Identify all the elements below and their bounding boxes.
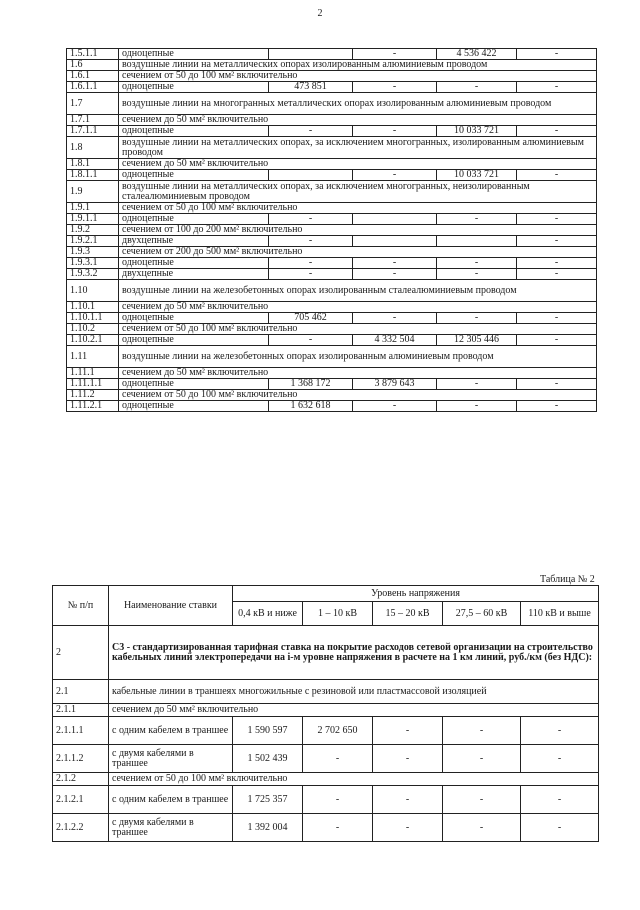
rate-cell: - [353, 258, 437, 269]
page-number: 2 [317, 8, 323, 19]
table-row [67, 236, 597, 247]
rate-cell: - [517, 335, 597, 346]
row-number: 1.9.2.1 [67, 236, 119, 247]
row-number: 1.10.1.1 [67, 313, 119, 324]
row-number: 1.10.2 [67, 324, 119, 335]
row-description: сечением от 50 до 100 мм² включительно [119, 324, 597, 335]
table-row [67, 203, 597, 214]
rate-cell: 10 033 721 [437, 170, 517, 181]
row-number: 1.8 [67, 137, 119, 159]
rate-cell: 1 392 004 [233, 814, 303, 842]
row-description: воздушные линии на металлических опорах, за исключением многогранных, изолированным алюминиевым проводом [119, 137, 597, 159]
rate-cell: - [443, 745, 521, 773]
rate-cell: - [353, 313, 437, 324]
table-row [53, 704, 599, 717]
row-number: 1.7.1 [67, 115, 119, 126]
row-description: воздушные линии на железобетонных опорах изолированным алюминиевым проводом [119, 346, 597, 368]
rate-cell: - [353, 269, 437, 280]
row-number: 1.11.1.1 [67, 379, 119, 390]
row-description: сечением от 50 до 100 мм² включительно [119, 71, 597, 82]
row-number: 1.8.1 [67, 159, 119, 170]
row-number: 2.1.2.2 [53, 814, 109, 842]
row-label: одноцепные [119, 49, 269, 60]
table-row [67, 335, 597, 346]
rate-cell: - [517, 49, 597, 60]
table-row [67, 368, 597, 379]
table-row [67, 93, 597, 115]
table-row [53, 773, 599, 786]
rate-cell: 3 879 643 [353, 379, 437, 390]
table-row [53, 814, 599, 842]
row-description: сечением от 50 до 100 мм² включительно [119, 390, 597, 401]
header-col-27-60kv: 27,5 – 60 кВ [443, 602, 521, 626]
table-row [67, 170, 597, 181]
rate-cell: - [353, 126, 437, 137]
rate-cell: - [437, 269, 517, 280]
table-row [67, 82, 597, 93]
rate-cell: - [443, 717, 521, 745]
row-number: 2.1 [53, 680, 109, 704]
rate-cell: - [517, 236, 597, 247]
row-number: 1.10.2.1 [67, 335, 119, 346]
row-label: одноцепные [119, 214, 269, 225]
row-number: 1.9.3.2 [67, 269, 119, 280]
row-label: с двумя кабелями в траншее [109, 745, 233, 773]
rate-cell: - [517, 313, 597, 324]
rate-cell: - [269, 269, 353, 280]
rate-cell: - [353, 82, 437, 93]
rate-cell [269, 49, 353, 60]
rate-cell: - [353, 49, 437, 60]
row-label: одноцепные [119, 335, 269, 346]
row-description: сечением до 50 мм² включительно [109, 704, 599, 717]
row-number: 1.9.3 [67, 247, 119, 258]
row-number: 1.9.1.1 [67, 214, 119, 225]
rate-cell: - [437, 313, 517, 324]
rate-cell: - [443, 786, 521, 814]
row-description: сечением до 50 мм² включительно [119, 115, 597, 126]
header-col-0-4kv: 0,4 кВ и ниже [233, 602, 303, 626]
rate-cell: - [373, 786, 443, 814]
table-row [67, 401, 597, 412]
row-label: одноцепные [119, 126, 269, 137]
row-description: воздушные линии на многогранных металлических опорах изолированным алюминиевым проводом [119, 93, 597, 115]
rate-cell: - [269, 214, 353, 225]
rates-table-cable-lines [52, 585, 599, 842]
rate-cell: - [521, 814, 599, 842]
table-row [67, 159, 597, 170]
row-number: 1.7.1.1 [67, 126, 119, 137]
row-label: с одним кабелем в траншее [109, 717, 233, 745]
table-row [67, 49, 597, 60]
row-number: 1.7 [67, 93, 119, 115]
row-number: 1.9.1 [67, 203, 119, 214]
row-number: 1.11.2 [67, 390, 119, 401]
rate-cell: 1 590 597 [233, 717, 303, 745]
row-description: сечением от 50 до 100 мм² включительно [119, 203, 597, 214]
table-row [67, 346, 597, 368]
table2-body [53, 626, 599, 842]
rate-cell: - [517, 379, 597, 390]
row-number: 1.6.1 [67, 71, 119, 82]
header-col-1-10kv: 1 – 10 кВ [303, 602, 373, 626]
row-description: воздушные линии на металлических опорах изолированным алюминиевым проводом [119, 60, 597, 71]
row-number: 2.1.1.1 [53, 717, 109, 745]
table-row [67, 269, 597, 280]
row-number: 1.11 [67, 346, 119, 368]
table-row [67, 225, 597, 236]
table-row [67, 71, 597, 82]
rate-cell: - [353, 170, 437, 181]
table-caption: Таблица № 2 [540, 574, 595, 585]
row-label: двухцепные [119, 236, 269, 247]
row-number: 2.1.2 [53, 773, 109, 786]
table-row [67, 181, 597, 203]
row-number: 1.10.1 [67, 302, 119, 313]
row-number: 1.11.1 [67, 368, 119, 379]
table-row [67, 324, 597, 335]
row-description: воздушные линии на металлических опорах, за исключением многогранных, неизолированным сталеалюминиевым проводом [119, 181, 597, 203]
rate-cell: - [303, 814, 373, 842]
row-number: 2.1.1 [53, 704, 109, 717]
row-number: 1.6 [67, 60, 119, 71]
row-label: одноцепные [119, 313, 269, 324]
row-description: сечением от 200 до 500 мм² включительно [119, 247, 597, 258]
rate-cell: - [517, 214, 597, 225]
row-number: 1.9.3.1 [67, 258, 119, 269]
rate-cell: 705 462 [269, 313, 353, 324]
rate-cell [353, 236, 437, 247]
rate-cell: - [517, 170, 597, 181]
rate-cell: 1 725 357 [233, 786, 303, 814]
row-description: кабельные линии в траншеях многожильные с резиновой или пластмассовой изоляцией [109, 680, 599, 704]
rate-cell: 1 502 439 [233, 745, 303, 773]
rate-cell: - [303, 745, 373, 773]
table-row [53, 680, 599, 704]
rate-cell: - [373, 745, 443, 773]
rate-cell: - [437, 401, 517, 412]
rate-cell: - [373, 814, 443, 842]
rate-cell: 4 536 422 [437, 49, 517, 60]
rate-cell: 1 368 172 [269, 379, 353, 390]
rate-cell [353, 214, 437, 225]
row-description: сечением от 50 до 100 мм² включительно [109, 773, 599, 786]
header-col-15-20kv: 15 – 20 кВ [373, 602, 443, 626]
table-row [53, 745, 599, 773]
rate-cell: - [521, 745, 599, 773]
row-description: сечением до 50 мм² включительно [119, 159, 597, 170]
table-row [67, 60, 597, 71]
rate-cell: - [269, 236, 353, 247]
row-label: одноцепные [119, 379, 269, 390]
row-label: двухцепные [119, 269, 269, 280]
row-number: 1.11.2.1 [67, 401, 119, 412]
row-label: одноцепные [119, 82, 269, 93]
rate-cell: - [437, 379, 517, 390]
row-description: воздушные линии на железобетонных опорах изолированным сталеалюминиевым проводом [119, 280, 597, 302]
row-number: 1.8.1.1 [67, 170, 119, 181]
table-row [67, 390, 597, 401]
table-row [67, 302, 597, 313]
row-label: с одним кабелем в траншее [109, 786, 233, 814]
rate-cell: - [269, 335, 353, 346]
header-num: № п/п [53, 586, 109, 626]
table-row [67, 214, 597, 225]
row-number: 1.10 [67, 280, 119, 302]
rate-cell: - [443, 814, 521, 842]
row-number: 2.1.2.1 [53, 786, 109, 814]
section-number: 2 [53, 626, 109, 680]
rate-cell: - [269, 126, 353, 137]
row-number: 1.5.1.1 [67, 49, 119, 60]
row-number: 2.1.1.2 [53, 745, 109, 773]
table-row [67, 258, 597, 269]
table-row [67, 247, 597, 258]
table-row [67, 137, 597, 159]
row-number: 1.6.1.1 [67, 82, 119, 93]
table1-body [67, 49, 597, 412]
rate-cell: - [517, 269, 597, 280]
rate-cell [437, 236, 517, 247]
rate-cell [269, 170, 353, 181]
header-col-110kv: 110 кВ и выше [521, 602, 599, 626]
rate-cell: - [517, 258, 597, 269]
rate-cell: 12 305 446 [437, 335, 517, 346]
table-row [67, 313, 597, 324]
rate-cell: - [437, 258, 517, 269]
rate-cell: - [521, 786, 599, 814]
table-row [53, 786, 599, 814]
rates-table-overhead-lines [66, 48, 597, 412]
row-description: сечением до 50 мм² включительно [119, 368, 597, 379]
rate-cell: - [437, 82, 517, 93]
section-title: С3 - стандартизированная тарифная ставка на покрытие расходов сетевой организации на строительство кабельных линий электропередачи на i-м уровне напряжения в расчете на 1 км линий, руб./км (без НДС): [109, 626, 599, 680]
table-row [67, 115, 597, 126]
row-description: сечением от 100 до 200 мм² включительно [119, 225, 597, 236]
rate-cell: - [517, 401, 597, 412]
row-number: 1.9 [67, 181, 119, 203]
header-name: Наименование ставки [109, 586, 233, 626]
row-label: одноцепные [119, 401, 269, 412]
table-row [67, 280, 597, 302]
rate-cell: - [437, 214, 517, 225]
rate-cell: - [269, 258, 353, 269]
table-row [67, 379, 597, 390]
row-description: сечением до 50 мм² включительно [119, 302, 597, 313]
rate-cell: 2 702 650 [303, 717, 373, 745]
row-label: одноцепные [119, 258, 269, 269]
table-row [67, 126, 597, 137]
rate-cell: 4 332 504 [353, 335, 437, 346]
row-number: 1.9.2 [67, 225, 119, 236]
rate-cell: - [517, 126, 597, 137]
rate-cell: 1 632 618 [269, 401, 353, 412]
rate-cell: 473 851 [269, 82, 353, 93]
rate-cell: - [517, 82, 597, 93]
row-label: одноцепные [119, 170, 269, 181]
rate-cell: - [373, 717, 443, 745]
rate-cell: 10 033 721 [437, 126, 517, 137]
header-voltage-level: Уровень напряжения [233, 586, 599, 602]
table-row [53, 717, 599, 745]
rate-cell: - [521, 717, 599, 745]
rate-cell: - [303, 786, 373, 814]
rate-cell: - [353, 401, 437, 412]
row-label: с двумя кабелями в траншее [109, 814, 233, 842]
